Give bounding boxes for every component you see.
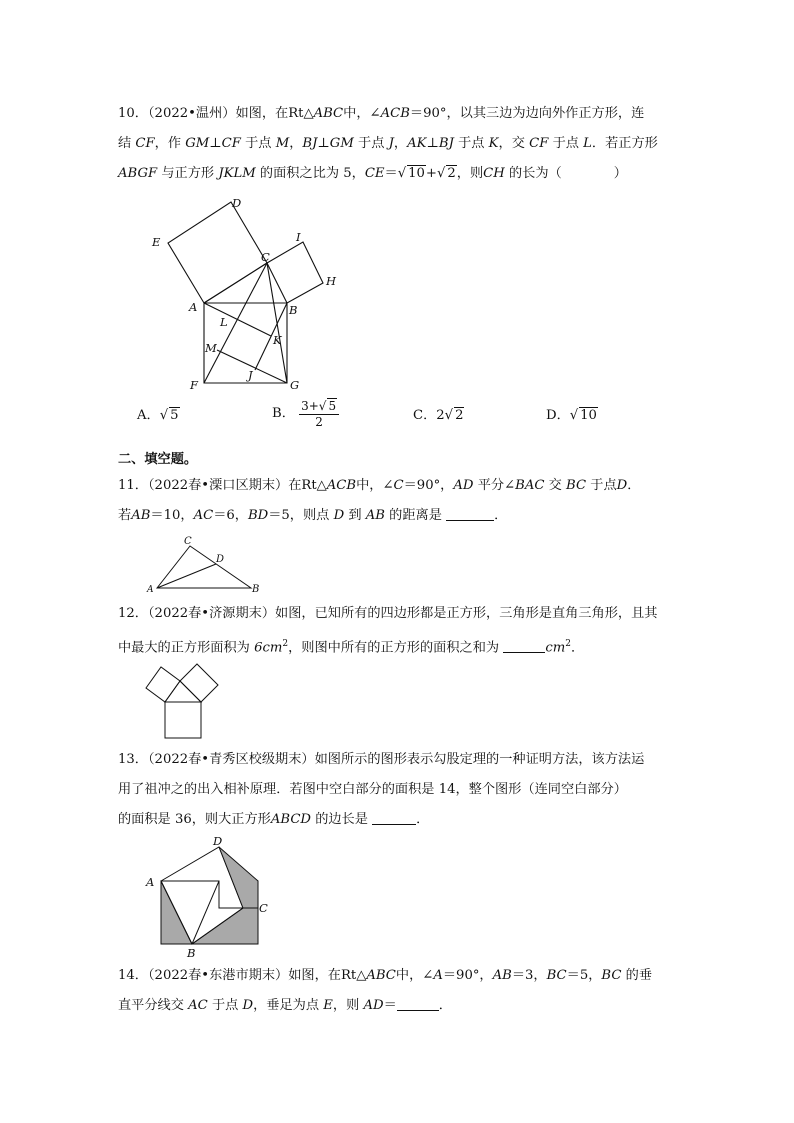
text: 的边长是 (315, 812, 368, 827)
text: 直平分线交 (118, 998, 184, 1013)
text: 的距离是 (389, 508, 442, 523)
right-square (180, 664, 218, 702)
var: AB (492, 968, 512, 983)
label-M: M (205, 341, 217, 355)
text: 的面积之比为 5， (259, 166, 365, 181)
q10-line-1 (118, 104, 644, 124)
text: + (425, 166, 437, 181)
var: BC (546, 968, 567, 983)
square-acde (168, 202, 267, 303)
radicand: 2 (447, 166, 456, 181)
segment-ak (204, 303, 271, 336)
text: ） (613, 166, 627, 181)
var: AC (193, 508, 214, 523)
question-number: 13． (118, 752, 148, 767)
label-F: F (190, 378, 198, 392)
label-C: C (261, 250, 270, 264)
text: ，作 (154, 136, 182, 151)
text: ⊥ (426, 136, 439, 151)
label-L: L (220, 315, 228, 329)
text: 结 (118, 136, 132, 151)
label-K: K (273, 333, 282, 347)
var: D (333, 508, 345, 523)
q13-figure (140, 832, 280, 960)
label-G: G (290, 378, 300, 392)
radicand: 2 (455, 408, 464, 423)
text: 的长为（ (508, 166, 562, 181)
label-H: H (326, 274, 337, 288)
text: 中最大的正方形面积为 (118, 640, 250, 656)
text: 于点 (358, 136, 385, 151)
question-number: 11． (118, 478, 148, 493)
text: ＝6， (213, 508, 248, 523)
question-number: 10． (118, 106, 148, 121)
text: 中，∠ (356, 478, 394, 493)
label-C: C (184, 536, 192, 547)
var: D (242, 998, 254, 1013)
question-source: （2022春•东港市期末） (147, 968, 289, 983)
q11-line-1 (118, 476, 640, 496)
radicand: 10 (408, 166, 425, 181)
q11-line-2 (118, 506, 507, 526)
text: ， (393, 136, 408, 151)
var: ABC (313, 106, 344, 121)
q12-line-2 (118, 634, 584, 658)
q13-line-1 (118, 750, 644, 770)
var: AD (453, 478, 474, 493)
text: 的面积是 36，则大正方形 (118, 812, 271, 827)
answer-blank[interactable] (372, 811, 416, 825)
label-D: D (232, 196, 242, 210)
text: 在Rt△ (288, 478, 327, 493)
text: ＝10， (150, 508, 194, 523)
question-number: 12． (118, 606, 148, 621)
text: 于点 (552, 136, 579, 151)
var: JKLM (218, 166, 256, 181)
var: CE (364, 166, 385, 181)
text: ，则 (456, 166, 484, 181)
triangle-acb (157, 546, 251, 588)
var: AK (407, 136, 427, 151)
q12-line-1 (118, 604, 657, 624)
text: 于点 (590, 478, 617, 493)
text: ⊥ (317, 136, 330, 151)
text: ⊥ (209, 136, 222, 151)
question-source: （2022春•济源期末） (147, 606, 276, 621)
text: ． (627, 478, 641, 493)
option-label: C． (413, 408, 437, 423)
question-source: （2022春•溧口区期末） (147, 478, 289, 493)
segment-bj (255, 303, 287, 370)
var: ACB (380, 106, 410, 121)
text: ＝ (384, 166, 398, 181)
denominator: 2 (315, 415, 323, 429)
option-b[interactable] (272, 398, 339, 429)
sqrt-symbol: √ (318, 399, 327, 413)
var: BJ (438, 136, 454, 151)
q10-figure (140, 190, 350, 400)
answer-blank[interactable] (397, 997, 439, 1011)
text: ＝5，则点 (268, 508, 330, 523)
label-A: A (189, 300, 198, 314)
label-D: D (213, 834, 223, 848)
text: 如图，在Rt△ (288, 968, 367, 983)
q10-line-2 (118, 134, 658, 154)
option-a[interactable] (137, 404, 180, 423)
section-title: 二、填空题。 (118, 452, 198, 467)
var: CF (135, 136, 155, 151)
var: CH (483, 166, 505, 181)
var: CF (221, 136, 241, 151)
text: 如图所示的图形表示勾股定理的一种证明方法，该方法运 (314, 752, 645, 767)
text: 与正方形 (161, 166, 215, 181)
answer-blank[interactable] (446, 507, 494, 521)
radicand: 5 (170, 408, 179, 423)
unit: cm (545, 640, 566, 656)
var: D (616, 478, 628, 493)
unit-exponent: 2 (282, 639, 289, 649)
text: 用了祖冲之的出入相补原理．若图中空白部分的面积是 14，整个图形（连同空白部分） (118, 782, 627, 797)
label-J: J (248, 368, 253, 382)
text: ＝90°， (442, 968, 493, 983)
question-source: （2022春•青秀区校级期末） (147, 752, 315, 767)
text: 于点 (458, 136, 485, 151)
text: 如图，已知所有的四边形都是正方形，三角形是直角三角形，且其 (275, 606, 658, 621)
var: AD (363, 998, 384, 1013)
text: ．若正方形 (591, 136, 658, 151)
q11-figure (140, 533, 270, 595)
q12-figure (140, 660, 220, 742)
q14-line-1 (118, 966, 652, 986)
text: ＝90°，以其三边为边向外作正方形，连 (409, 106, 645, 121)
unit-exponent: 2 (565, 639, 571, 649)
var: BD (247, 508, 269, 523)
label-D: D (216, 554, 225, 565)
text: 于点 (211, 998, 239, 1013)
text: 中，∠ (343, 106, 381, 121)
radicand: 5 (328, 399, 337, 413)
coefficient: 2 (436, 408, 445, 423)
fraction (299, 398, 339, 429)
var: ABCD (270, 812, 311, 827)
text: ，垂足为点 (253, 998, 320, 1013)
sqrt-symbol: √ (159, 408, 169, 423)
text: ＝ (383, 998, 397, 1013)
text: ，交 (498, 136, 525, 151)
q13-line-2 (118, 780, 627, 800)
unit: cm (262, 640, 283, 656)
sqrt-symbol: √ (444, 408, 454, 423)
text: ． (416, 812, 430, 827)
radicand: 10 (580, 408, 597, 423)
text: ＝90°， (403, 478, 454, 493)
var: BC (566, 478, 587, 493)
numerator: 3+ (301, 399, 319, 413)
var: ACB (326, 478, 357, 493)
text: ， (289, 136, 303, 151)
text: 中，∠ (395, 968, 434, 983)
var: M (275, 136, 290, 151)
text: ，则图中所有的正方形的面积之和为 (288, 640, 500, 656)
var: L (583, 136, 592, 151)
q13-line-3 (118, 810, 429, 830)
label-B: B (252, 584, 260, 595)
var: ABC (366, 968, 396, 983)
big-square (165, 702, 201, 738)
var: AC (188, 998, 208, 1013)
sqrt-symbol: √ (569, 408, 579, 423)
text: ＝3， (511, 968, 547, 983)
var: BJ (302, 136, 318, 151)
option-label: B． (272, 406, 295, 421)
var: CF (529, 136, 549, 151)
text: ． (438, 998, 452, 1013)
text: 如图，在Rt△ (235, 106, 314, 121)
label-E: E (152, 235, 161, 249)
sqrt-symbol: √ (397, 166, 407, 181)
var: A (433, 968, 443, 983)
label-A: A (147, 585, 154, 595)
value: 6 (254, 640, 263, 656)
text: 交 (548, 478, 562, 493)
segment-ac (204, 263, 267, 303)
var: ABGF (118, 166, 158, 181)
var: BC (601, 968, 622, 983)
label-C: C (259, 901, 268, 915)
text: ＝5， (566, 968, 602, 983)
var: AB (131, 508, 151, 523)
label-B: B (187, 946, 196, 960)
var: BAC (515, 478, 545, 493)
var: GM (185, 136, 210, 151)
left-square (146, 667, 180, 702)
text: ． (494, 508, 508, 523)
q10-line-3 (118, 164, 627, 184)
square-cbhi (267, 242, 323, 303)
var: J (388, 136, 394, 151)
q14-line-2 (118, 996, 452, 1016)
var: E (323, 998, 333, 1013)
label-A: A (146, 875, 155, 889)
text: 于点 (245, 136, 272, 151)
option-label: A． (137, 408, 160, 423)
var: K (488, 136, 499, 151)
var: C (393, 478, 404, 493)
text: ． (570, 640, 585, 656)
text: 到 (348, 508, 362, 523)
text: 若 (118, 508, 132, 523)
option-d[interactable] (546, 404, 598, 423)
text: 平分∠ (477, 478, 516, 493)
question-source: （2022•温州） (147, 106, 236, 121)
sqrt-symbol: √ (436, 166, 446, 181)
text: 的垂 (625, 968, 653, 983)
label-I: I (296, 230, 301, 244)
var: GM (329, 136, 354, 151)
option-c[interactable] (413, 404, 464, 423)
var: AB (365, 508, 385, 523)
question-number: 14． (118, 968, 148, 983)
answer-blank[interactable] (503, 639, 545, 653)
label-B: B (289, 303, 298, 317)
option-label: D． (546, 408, 570, 423)
text: ，则 (332, 998, 360, 1013)
